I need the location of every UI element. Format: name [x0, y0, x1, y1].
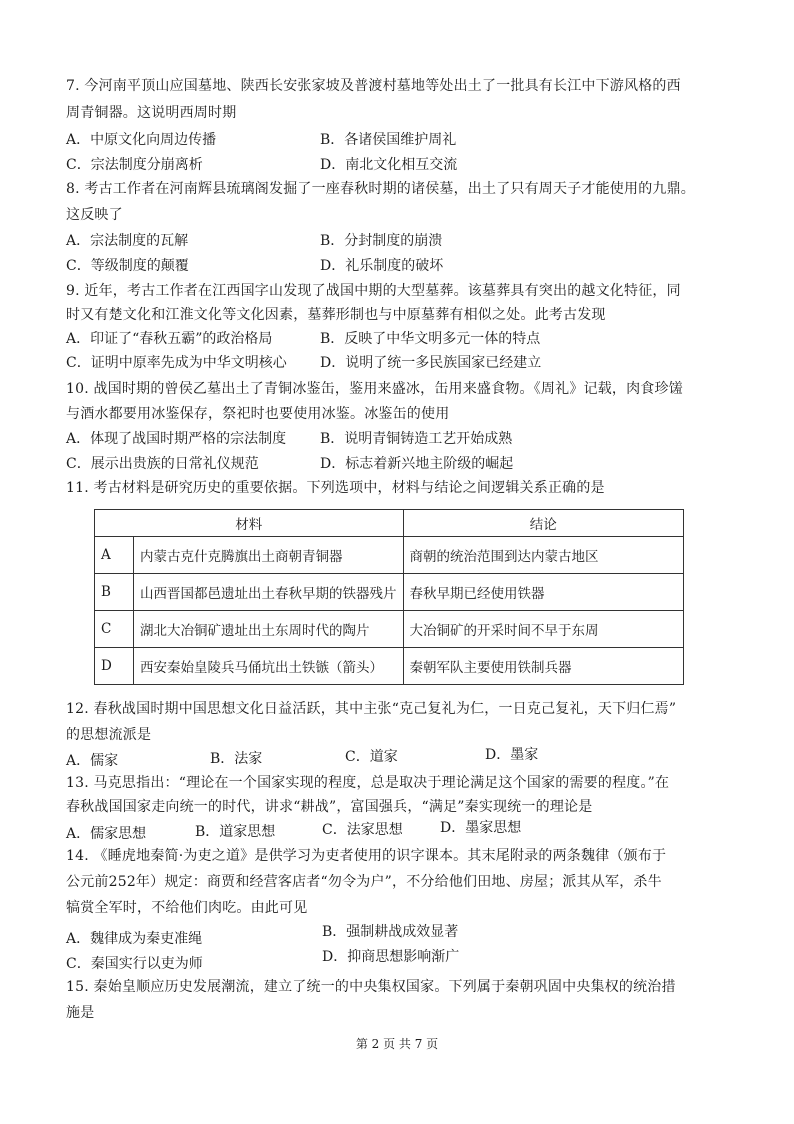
q13-stem-line2: 春秋战国国家走向统一的时代，讲求“耕战”，富国强兵，“满足”秦实现统一的理论是	[66, 799, 593, 815]
row-label: D	[95, 648, 134, 685]
q9-stem-line1: 9. 近年，考古工作者在江西国字山发现了战国中期的大型墓葬。该墓葬具有突出的越文化特征，同	[66, 283, 681, 299]
table-row	[95, 537, 684, 574]
row-conclusion: 大冶铜矿的开采时间不早于东周	[403, 611, 684, 648]
q7-stem-line1: 7. 今河南平顶山应国墓地、陕西长安张家坡及普渡村墓地等处出土了一批具有长江中下游风格的西	[66, 78, 681, 94]
evidence-table	[94, 509, 684, 685]
row-label: A	[95, 537, 134, 574]
q14-stem-line1: 14. 《睡虎地秦简·为吏之道》是供学习为吏者使用的识字课本。其末尾附录的两条魏律（颁布于	[66, 848, 667, 864]
row-conclusion: 春秋早期已经使用铁器	[403, 574, 684, 611]
q7-option-d: D．南北文化相互交流	[320, 157, 458, 173]
q9-option-a: A．印证了“春秋五霸”的政治格局	[66, 331, 273, 347]
header-conclusion: 结论	[403, 510, 684, 537]
q7-option-b: B．各诸侯国维护周礼	[320, 132, 457, 148]
q8-stem-line1: 8. 考古工作者在河南辉县琉璃阁发掘了一座春秋时期的诸侯墓，出土了只有周天子才能使用的九鼎。	[66, 181, 696, 197]
q13-option-a: A．儒家思想	[66, 826, 147, 842]
table-row	[95, 574, 684, 611]
row-label: C	[95, 611, 134, 648]
header-material: 材料	[95, 510, 404, 537]
q14-stem-line2: 公元前252年）规定：商贾和经营客店者“勿令为户”，不分给他们田地、房屋；派其从军，杀牛	[66, 874, 662, 890]
q12-option-c: C．道家	[345, 749, 398, 765]
q7-option-a: A．中原文化向周边传播	[66, 132, 217, 148]
row-conclusion: 商朝的统治范围到达内蒙古地区	[403, 537, 684, 574]
q12-option-a: A．儒家	[66, 753, 119, 769]
row-material: 内蒙古克什克腾旗出土商朝青铜器	[134, 537, 404, 574]
q10-option-d: D．标志着新兴地主阶级的崛起	[320, 456, 514, 472]
table-header-row	[95, 510, 684, 537]
q10-stem-line2: 与酒水都要用冰鉴保存，祭祀时也要使用冰鉴。冰鉴缶的使用	[66, 406, 450, 422]
q13-option-b: B．道家思想	[195, 824, 276, 840]
table-row	[95, 611, 684, 648]
row-material: 湖北大冶铜矿遗址出土东周时代的陶片	[134, 611, 404, 648]
q8-option-b: B．分封制度的崩溃	[320, 233, 443, 249]
q8-option-c: C．等级制度的颠覆	[66, 258, 189, 274]
q7-stem-line2: 周青铜器。这说明西周时期	[66, 105, 237, 121]
q13-option-d: D．墨家思想	[440, 820, 522, 836]
q14-option-a: A．魏律成为秦吏准绳	[66, 931, 203, 947]
q8-stem-line2: 这反映了	[66, 207, 123, 223]
q13-option-c: C．法家思想	[322, 822, 403, 838]
q12-option-b: B．法家	[210, 751, 263, 767]
q9-option-b: B．反映了中华文明多元一体的特点	[320, 331, 541, 347]
q15-stem-line1: 15. 秦始皇顺应历史发展潮流，建立了统一的中央集权国家。下列属于秦朝巩固中央集权的统治措	[66, 979, 676, 995]
table-row	[95, 648, 684, 685]
row-material: 山西晋国都邑遗址出土春秋早期的铁器残片	[134, 574, 404, 611]
q10-stem-line1: 10. 战国时期的曾侯乙墓出土了青铜冰鉴缶，鉴用来盛冰，缶用来盛食物。《周礼》记载，肉食珍馐	[66, 381, 683, 397]
q10-option-c: C．展示出贵族的日常礼仪规范	[66, 456, 259, 472]
q12-stem-line1: 12. 春秋战国时期中国思想文化日益活跃，其中主张“克己复礼为仁，一日克己复礼，天下归仁焉”	[66, 701, 677, 717]
q14-stem-line3: 犒赏全军时，不给他们肉吃。由此可见	[66, 900, 308, 916]
q7-option-c: C．宗法制度分崩离析	[66, 157, 203, 173]
row-conclusion: 秦朝军队主要使用铁制兵器	[403, 648, 684, 685]
row-label: B	[95, 574, 134, 611]
q12-option-d: D．墨家	[485, 747, 539, 763]
q14-option-c: C．秦国实行以吏为师	[66, 956, 203, 972]
q9-option-c: C．证明中原率先成为中华文明核心	[66, 355, 287, 371]
q14-option-b: B．强制耕战成效显著	[322, 924, 459, 940]
q10-option-a: A．体现了战国时期严格的宗法制度	[66, 431, 287, 447]
q8-option-d: D．礼乐制度的破坏	[320, 258, 444, 274]
q12-stem-line2: 的思想流派是	[66, 727, 152, 743]
page-footer: 第 2 页 共 7 页	[355, 1037, 439, 1051]
q9-stem-line2: 时又有楚文化和江淮文化等文化因素，墓葬形制也与中原墓葬有相似之处。此考古发现	[66, 307, 606, 323]
q9-option-d: D．说明了统一多民族国家已经建立	[320, 355, 542, 371]
q10-option-b: B．说明青铜铸造工艺开始成熟	[320, 431, 513, 447]
q13-stem-line1: 13. 马克思指出：“理论在一个国家实现的程度，总是取决于理论满足这个国家的需要的程度。”在	[66, 775, 670, 791]
q15-stem-line2: 施是	[66, 1005, 95, 1021]
row-material: 西安秦始皇陵兵马俑坑出土铁镞（箭头）	[134, 648, 404, 685]
q11-stem: 11. 考古材料是研究历史的重要依据。下列选项中，材料与结论之间逻辑关系正确的是	[66, 480, 605, 496]
q14-option-d: D．抑商思想影响渐广	[322, 949, 460, 965]
q8-option-a: A．宗法制度的瓦解	[66, 233, 189, 249]
